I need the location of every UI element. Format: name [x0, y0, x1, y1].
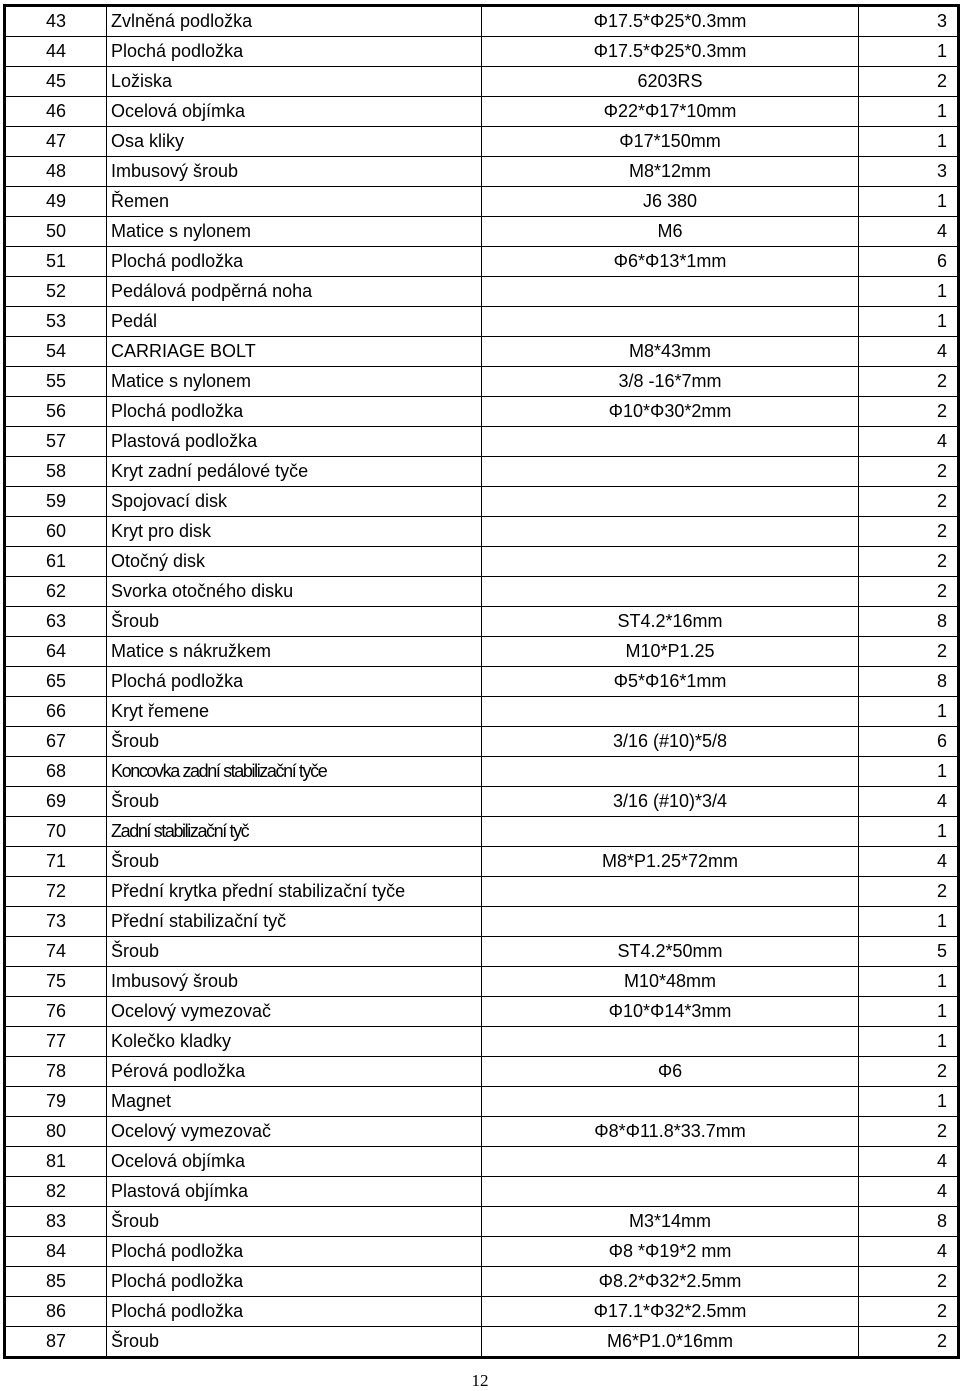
- part-name-cell: Plastová objímka: [107, 1177, 482, 1207]
- part-spec-cell: [482, 457, 859, 487]
- part-spec-cell: M8*12mm: [482, 157, 859, 187]
- part-spec-cell: [482, 517, 859, 547]
- table-row: [5, 637, 959, 667]
- part-number-cell: 58: [5, 457, 107, 487]
- part-quantity-cell: 1: [859, 997, 959, 1027]
- part-spec-cell: [482, 277, 859, 307]
- part-name-cell: Ocelová objímka: [107, 1147, 482, 1177]
- part-name-cell: Plastová podložka: [107, 427, 482, 457]
- table-row: [5, 1267, 959, 1297]
- part-number-cell: 49: [5, 187, 107, 217]
- part-spec-cell: M8*P1.25*72mm: [482, 847, 859, 877]
- part-quantity-cell: 4: [859, 1177, 959, 1207]
- part-quantity-cell: 6: [859, 727, 959, 757]
- part-spec-cell: M6*P1.0*16mm: [482, 1327, 859, 1358]
- part-quantity-cell: 2: [859, 397, 959, 427]
- table-row: [5, 367, 959, 397]
- part-number-cell: 44: [5, 37, 107, 67]
- part-number-cell: 46: [5, 97, 107, 127]
- part-name-cell: Plochá podložka: [107, 1297, 482, 1327]
- part-spec-cell: [482, 487, 859, 517]
- part-name-cell: Plochá podložka: [107, 397, 482, 427]
- part-spec-cell: 3/16 (#10)*3/4: [482, 787, 859, 817]
- part-spec-cell: [482, 547, 859, 577]
- table-row: [5, 337, 959, 367]
- part-number-cell: 48: [5, 157, 107, 187]
- part-number-cell: 76: [5, 997, 107, 1027]
- part-quantity-cell: 3: [859, 6, 959, 37]
- part-quantity-cell: 1: [859, 967, 959, 997]
- part-name-cell: Plochá podložka: [107, 667, 482, 697]
- part-name-cell: CARRIAGE BOLT: [107, 337, 482, 367]
- part-name-cell: Svorka otočného disku: [107, 577, 482, 607]
- table-row: [5, 157, 959, 187]
- part-spec-cell: Φ10*Φ30*2mm: [482, 397, 859, 427]
- table-row: [5, 1327, 959, 1358]
- table-row: [5, 397, 959, 427]
- part-quantity-cell: 4: [859, 1237, 959, 1267]
- part-number-cell: 47: [5, 127, 107, 157]
- part-spec-cell: Φ17.5*Φ25*0.3mm: [482, 37, 859, 67]
- part-quantity-cell: 1: [859, 757, 959, 787]
- part-name-cell: Pedálová podpěrná noha: [107, 277, 482, 307]
- part-name-cell: Plochá podložka: [107, 247, 482, 277]
- part-spec-cell: M3*14mm: [482, 1207, 859, 1237]
- part-spec-cell: [482, 817, 859, 847]
- part-spec-cell: [482, 1177, 859, 1207]
- part-name-cell: Šroub: [107, 847, 482, 877]
- part-name-cell: Zadní stabilizační tyč: [107, 817, 482, 847]
- part-number-cell: 57: [5, 427, 107, 457]
- part-quantity-cell: 2: [859, 637, 959, 667]
- part-spec-cell: Φ6*Φ13*1mm: [482, 247, 859, 277]
- table-row: [5, 457, 959, 487]
- part-name-cell: Přední krytka přední stabilizační tyče: [107, 877, 482, 907]
- parts-table-body: [5, 6, 959, 1358]
- part-number-cell: 85: [5, 1267, 107, 1297]
- table-row: [5, 247, 959, 277]
- part-quantity-cell: 2: [859, 1057, 959, 1087]
- table-row: [5, 997, 959, 1027]
- table-row: [5, 727, 959, 757]
- part-quantity-cell: 4: [859, 787, 959, 817]
- table-row: [5, 307, 959, 337]
- part-name-cell: Šroub: [107, 727, 482, 757]
- part-spec-cell: Φ17.5*Φ25*0.3mm: [482, 6, 859, 37]
- part-number-cell: 55: [5, 367, 107, 397]
- part-quantity-cell: 1: [859, 97, 959, 127]
- table-row: [5, 277, 959, 307]
- part-number-cell: 87: [5, 1327, 107, 1358]
- part-spec-cell: ST4.2*16mm: [482, 607, 859, 637]
- part-name-cell: Ložiska: [107, 67, 482, 97]
- part-name-cell: Kryt pro disk: [107, 517, 482, 547]
- table-row: [5, 1297, 959, 1327]
- part-number-cell: 84: [5, 1237, 107, 1267]
- part-spec-cell: [482, 1027, 859, 1057]
- part-number-cell: 61: [5, 547, 107, 577]
- part-name-cell: Šroub: [107, 1327, 482, 1358]
- table-row: [5, 877, 959, 907]
- table-row: [5, 187, 959, 217]
- table-row: [5, 37, 959, 67]
- part-spec-cell: Φ5*Φ16*1mm: [482, 667, 859, 697]
- part-quantity-cell: 2: [859, 1297, 959, 1327]
- part-quantity-cell: 4: [859, 337, 959, 367]
- part-spec-cell: M8*43mm: [482, 337, 859, 367]
- part-number-cell: 64: [5, 637, 107, 667]
- part-quantity-cell: 1: [859, 1027, 959, 1057]
- part-quantity-cell: 4: [859, 847, 959, 877]
- part-spec-cell: [482, 877, 859, 907]
- part-number-cell: 70: [5, 817, 107, 847]
- table-row: [5, 757, 959, 787]
- table-row: [5, 427, 959, 457]
- part-name-cell: Ocelová objímka: [107, 97, 482, 127]
- part-quantity-cell: 1: [859, 817, 959, 847]
- part-name-cell: Matice s nylonem: [107, 367, 482, 397]
- table-row: [5, 1177, 959, 1207]
- table-row: [5, 847, 959, 877]
- part-spec-cell: Φ22*Φ17*10mm: [482, 97, 859, 127]
- part-spec-cell: M10*48mm: [482, 967, 859, 997]
- table-row: [5, 547, 959, 577]
- part-number-cell: 53: [5, 307, 107, 337]
- table-row: [5, 487, 959, 517]
- part-spec-cell: Φ8.2*Φ32*2.5mm: [482, 1267, 859, 1297]
- table-row: [5, 217, 959, 247]
- part-quantity-cell: 1: [859, 37, 959, 67]
- part-spec-cell: M10*P1.25: [482, 637, 859, 667]
- part-spec-cell: M6: [482, 217, 859, 247]
- part-name-cell: Ocelový vymezovač: [107, 1117, 482, 1147]
- part-spec-cell: Φ8*Φ11.8*33.7mm: [482, 1117, 859, 1147]
- table-row: [5, 97, 959, 127]
- part-spec-cell: [482, 307, 859, 337]
- part-quantity-cell: 2: [859, 517, 959, 547]
- part-number-cell: 59: [5, 487, 107, 517]
- part-number-cell: 71: [5, 847, 107, 877]
- part-name-cell: Pedál: [107, 307, 482, 337]
- table-row: [5, 1237, 959, 1267]
- part-number-cell: 63: [5, 607, 107, 637]
- part-name-cell: Zvlněná podložka: [107, 6, 482, 37]
- part-spec-cell: ST4.2*50mm: [482, 937, 859, 967]
- part-spec-cell: 3/8 -16*7mm: [482, 367, 859, 397]
- part-quantity-cell: 2: [859, 577, 959, 607]
- part-quantity-cell: 4: [859, 217, 959, 247]
- table-row: [5, 817, 959, 847]
- part-name-cell: Osa kliky: [107, 127, 482, 157]
- part-quantity-cell: 1: [859, 907, 959, 937]
- part-number-cell: 65: [5, 667, 107, 697]
- part-number-cell: 62: [5, 577, 107, 607]
- part-quantity-cell: 1: [859, 307, 959, 337]
- parts-table: [3, 4, 960, 1359]
- part-name-cell: Šroub: [107, 607, 482, 637]
- table-row: [5, 1117, 959, 1147]
- part-number-cell: 74: [5, 937, 107, 967]
- part-name-cell: Spojovací disk: [107, 487, 482, 517]
- part-spec-cell: Φ17.1*Φ32*2.5mm: [482, 1297, 859, 1327]
- part-number-cell: 78: [5, 1057, 107, 1087]
- part-quantity-cell: 2: [859, 67, 959, 97]
- part-spec-cell: Φ8 *Φ19*2 mm: [482, 1237, 859, 1267]
- table-row: [5, 967, 959, 997]
- table-row: [5, 1147, 959, 1177]
- part-name-cell: Matice s nákružkem: [107, 637, 482, 667]
- part-name-cell: Přední stabilizační tyč: [107, 907, 482, 937]
- part-quantity-cell: 5: [859, 937, 959, 967]
- table-row: [5, 937, 959, 967]
- part-number-cell: 68: [5, 757, 107, 787]
- table-row: [5, 127, 959, 157]
- part-quantity-cell: 2: [859, 1117, 959, 1147]
- part-number-cell: 51: [5, 247, 107, 277]
- part-name-cell: Plochá podložka: [107, 1237, 482, 1267]
- part-quantity-cell: 2: [859, 547, 959, 577]
- table-row: [5, 1087, 959, 1117]
- part-quantity-cell: 3: [859, 157, 959, 187]
- table-row: [5, 607, 959, 637]
- table-row: [5, 517, 959, 547]
- part-name-cell: Ocelový vymezovač: [107, 997, 482, 1027]
- part-name-cell: Magnet: [107, 1087, 482, 1117]
- table-row: [5, 1207, 959, 1237]
- part-quantity-cell: 1: [859, 187, 959, 217]
- part-spec-cell: Φ10*Φ14*3mm: [482, 997, 859, 1027]
- table-row: [5, 697, 959, 727]
- part-quantity-cell: 4: [859, 427, 959, 457]
- part-quantity-cell: 1: [859, 127, 959, 157]
- part-name-cell: Kryt řemene: [107, 697, 482, 727]
- part-name-cell: Šroub: [107, 937, 482, 967]
- part-number-cell: 43: [5, 6, 107, 37]
- part-quantity-cell: 2: [859, 877, 959, 907]
- part-number-cell: 73: [5, 907, 107, 937]
- part-quantity-cell: 2: [859, 457, 959, 487]
- table-row: [5, 577, 959, 607]
- part-quantity-cell: 1: [859, 1087, 959, 1117]
- part-name-cell: Matice s nylonem: [107, 217, 482, 247]
- part-quantity-cell: 8: [859, 1207, 959, 1237]
- table-row: [5, 1057, 959, 1087]
- part-name-cell: Plochá podložka: [107, 37, 482, 67]
- part-quantity-cell: 1: [859, 277, 959, 307]
- part-number-cell: 81: [5, 1147, 107, 1177]
- part-quantity-cell: 8: [859, 667, 959, 697]
- part-spec-cell: [482, 427, 859, 457]
- part-number-cell: 50: [5, 217, 107, 247]
- part-name-cell: Pérová podložka: [107, 1057, 482, 1087]
- part-name-cell: Koncovka zadní stabilizační tyče: [107, 757, 482, 787]
- part-quantity-cell: 8: [859, 607, 959, 637]
- part-spec-cell: Φ6: [482, 1057, 859, 1087]
- part-number-cell: 56: [5, 397, 107, 427]
- part-quantity-cell: 2: [859, 367, 959, 397]
- part-spec-cell: Φ17*150mm: [482, 127, 859, 157]
- part-number-cell: 79: [5, 1087, 107, 1117]
- part-name-cell: Šroub: [107, 1207, 482, 1237]
- part-number-cell: 60: [5, 517, 107, 547]
- part-spec-cell: [482, 1147, 859, 1177]
- table-row: [5, 6, 959, 37]
- table-row: [5, 1027, 959, 1057]
- part-number-cell: 67: [5, 727, 107, 757]
- part-number-cell: 80: [5, 1117, 107, 1147]
- part-number-cell: 69: [5, 787, 107, 817]
- part-number-cell: 72: [5, 877, 107, 907]
- part-name-cell: Kolečko kladky: [107, 1027, 482, 1057]
- table-row: [5, 67, 959, 97]
- part-number-cell: 83: [5, 1207, 107, 1237]
- part-quantity-cell: 6: [859, 247, 959, 277]
- table-row: [5, 787, 959, 817]
- part-number-cell: 77: [5, 1027, 107, 1057]
- part-name-cell: Plochá podložka: [107, 1267, 482, 1297]
- part-quantity-cell: 2: [859, 1327, 959, 1358]
- page-number: 12: [471, 1371, 489, 1390]
- table-row: [5, 667, 959, 697]
- part-number-cell: 82: [5, 1177, 107, 1207]
- part-number-cell: 45: [5, 67, 107, 97]
- part-quantity-cell: 2: [859, 1267, 959, 1297]
- part-spec-cell: 3/16 (#10)*5/8: [482, 727, 859, 757]
- table-row: [5, 907, 959, 937]
- part-name-cell: Imbusový šroub: [107, 967, 482, 997]
- part-name-cell: Řemen: [107, 187, 482, 217]
- part-spec-cell: [482, 577, 859, 607]
- part-number-cell: 86: [5, 1297, 107, 1327]
- part-number-cell: 75: [5, 967, 107, 997]
- part-number-cell: 54: [5, 337, 107, 367]
- part-spec-cell: J6 380: [482, 187, 859, 217]
- part-spec-cell: [482, 907, 859, 937]
- part-name-cell: Šroub: [107, 787, 482, 817]
- part-spec-cell: [482, 697, 859, 727]
- part-quantity-cell: 4: [859, 1147, 959, 1177]
- part-number-cell: 52: [5, 277, 107, 307]
- part-name-cell: Imbusový šroub: [107, 157, 482, 187]
- part-name-cell: Otočný disk: [107, 547, 482, 577]
- part-spec-cell: [482, 757, 859, 787]
- part-name-cell: Kryt zadní pedálové tyče: [107, 457, 482, 487]
- part-number-cell: 66: [5, 697, 107, 727]
- part-spec-cell: [482, 1087, 859, 1117]
- part-quantity-cell: 2: [859, 487, 959, 517]
- part-spec-cell: 6203RS: [482, 67, 859, 97]
- part-quantity-cell: 1: [859, 697, 959, 727]
